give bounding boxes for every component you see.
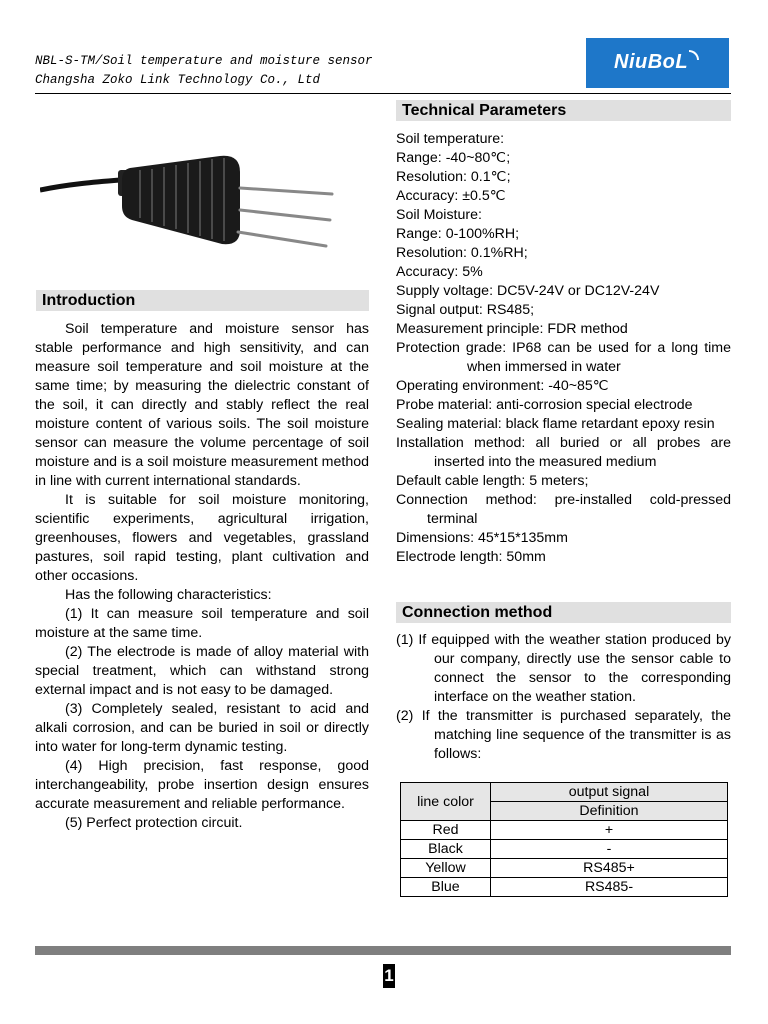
param-line: Installation method: all buried or all probes are inserted into the measured medium [396,435,731,470]
param-line: Operating environment: -40~85℃ [396,378,609,394]
footer-bar [35,946,731,955]
characteristic-item: (5) Perfect protection circuit. [65,815,243,831]
param-line: Accuracy: ±0.5℃ [396,188,506,204]
company-name: Changsha Zoko Link Technology Co., Ltd [35,73,321,87]
characteristics-intro: Has the following characteristics: [65,587,272,603]
sensor-product-image [40,148,340,258]
niubol-logo [586,38,729,88]
line-color-cell: Blue [401,878,491,897]
document-title: NBL-S-TM/Soil temperature and moisture sensor [35,54,373,68]
logo-text: NiuBoL [614,51,689,73]
param-line: Range: -40~80℃; [396,150,511,166]
technical-parameters-heading: Technical Parameters [396,100,731,121]
introduction-heading: Introduction [36,290,369,311]
table-row [401,840,728,859]
page-number: 1 [383,964,395,988]
param-line: Soil Moisture: [396,207,482,223]
param-line: Range: 0-100%RH; [396,226,520,242]
definition-header: Definition [491,802,728,821]
connection-item: (2) If the transmitter is purchased separately, the matching line sequence of the transmitter is as follows: [396,708,731,762]
connection-method-heading: Connection method [396,602,731,623]
param-line: Supply voltage: DC5V-24V or DC12V-24V [396,283,660,299]
characteristic-item: (1) It can measure soil temperature and soil moisture at the same time. [35,606,369,641]
table-row [401,821,728,840]
param-line: Signal output: RS485; [396,302,535,318]
table-row [401,859,728,878]
param-line: Connection method: pre-installed cold-pressed terminal [396,492,731,527]
param-line: Probe material: anti-corrosion special electrode [396,397,693,413]
definition-cell: - [491,840,728,859]
table-row [401,878,728,897]
introduction-body [35,320,369,833]
param-line: Protection grade: IP68 can be used for a long time when immersed in water [396,340,731,375]
param-line: Accuracy: 5% [396,264,483,280]
header-divider [35,93,731,94]
characteristic-item: (4) High precision, fast response, good interchangeability, probe insertion design ensures accurate measurement and reliable performance. [35,758,369,812]
connection-item: (1) If equipped with the weather station produced by our company, directly use the sensor cable to connect the sensor to the corresponding interface on the weather station. [396,632,731,705]
signal-icon [689,50,699,60]
definition-cell: + [491,821,728,840]
param-line: Dimensions: 45*15*135mm [396,530,568,546]
line-color-cell: Black [401,840,491,859]
intro-paragraph: Soil temperature and moisture sensor has stable performance and high sensitivity, and can measure soil temperature and soil moisture at the same time; by measuring the dielectric constant of the soil, it can directly and stably reflect the real moisture content of various soils. The soil moisture sensor can measure the volume percentage of soil moisture and is a soil moisture measurement method in line with current international standards. [35,321,369,489]
definition-cell: RS485- [491,878,728,897]
definition-cell: RS485+ [491,859,728,878]
output-signal-header: output signal [491,783,728,802]
param-line: Soil temperature: [396,131,505,147]
characteristic-item: (3) Completely sealed, resistant to acid and alkali corrosion, and can be buried in soil or directly into water for long-term dynamic testing. [35,701,369,755]
param-line: Sealing material: black flame retardant epoxy resin [396,416,715,432]
connection-method-body [396,631,731,764]
technical-parameters-list [396,130,731,567]
characteristic-item: (2) The electrode is made of alloy material with special treatment, which can withstand strong external impact and is not easy to be damaged. [35,644,369,698]
intro-paragraph: It is suitable for soil moisture monitoring, scientific experiments, agricultural irrigation, greenhouses, flowers and vegetables, grassland pastures, soil rapid testing, plant cultivation and other occasions. [35,492,369,584]
line-color-cell: Yellow [401,859,491,878]
param-line: Resolution: 0.1℃; [396,169,511,185]
wiring-table [400,782,728,897]
param-line: Measurement principle: FDR method [396,321,628,337]
param-line: Electrode length: 50mm [396,549,546,565]
line-color-cell: Red [401,821,491,840]
param-line: Resolution: 0.1%RH; [396,245,528,261]
line-color-header: line color [401,783,491,821]
param-line: Default cable length: 5 meters; [396,473,589,489]
